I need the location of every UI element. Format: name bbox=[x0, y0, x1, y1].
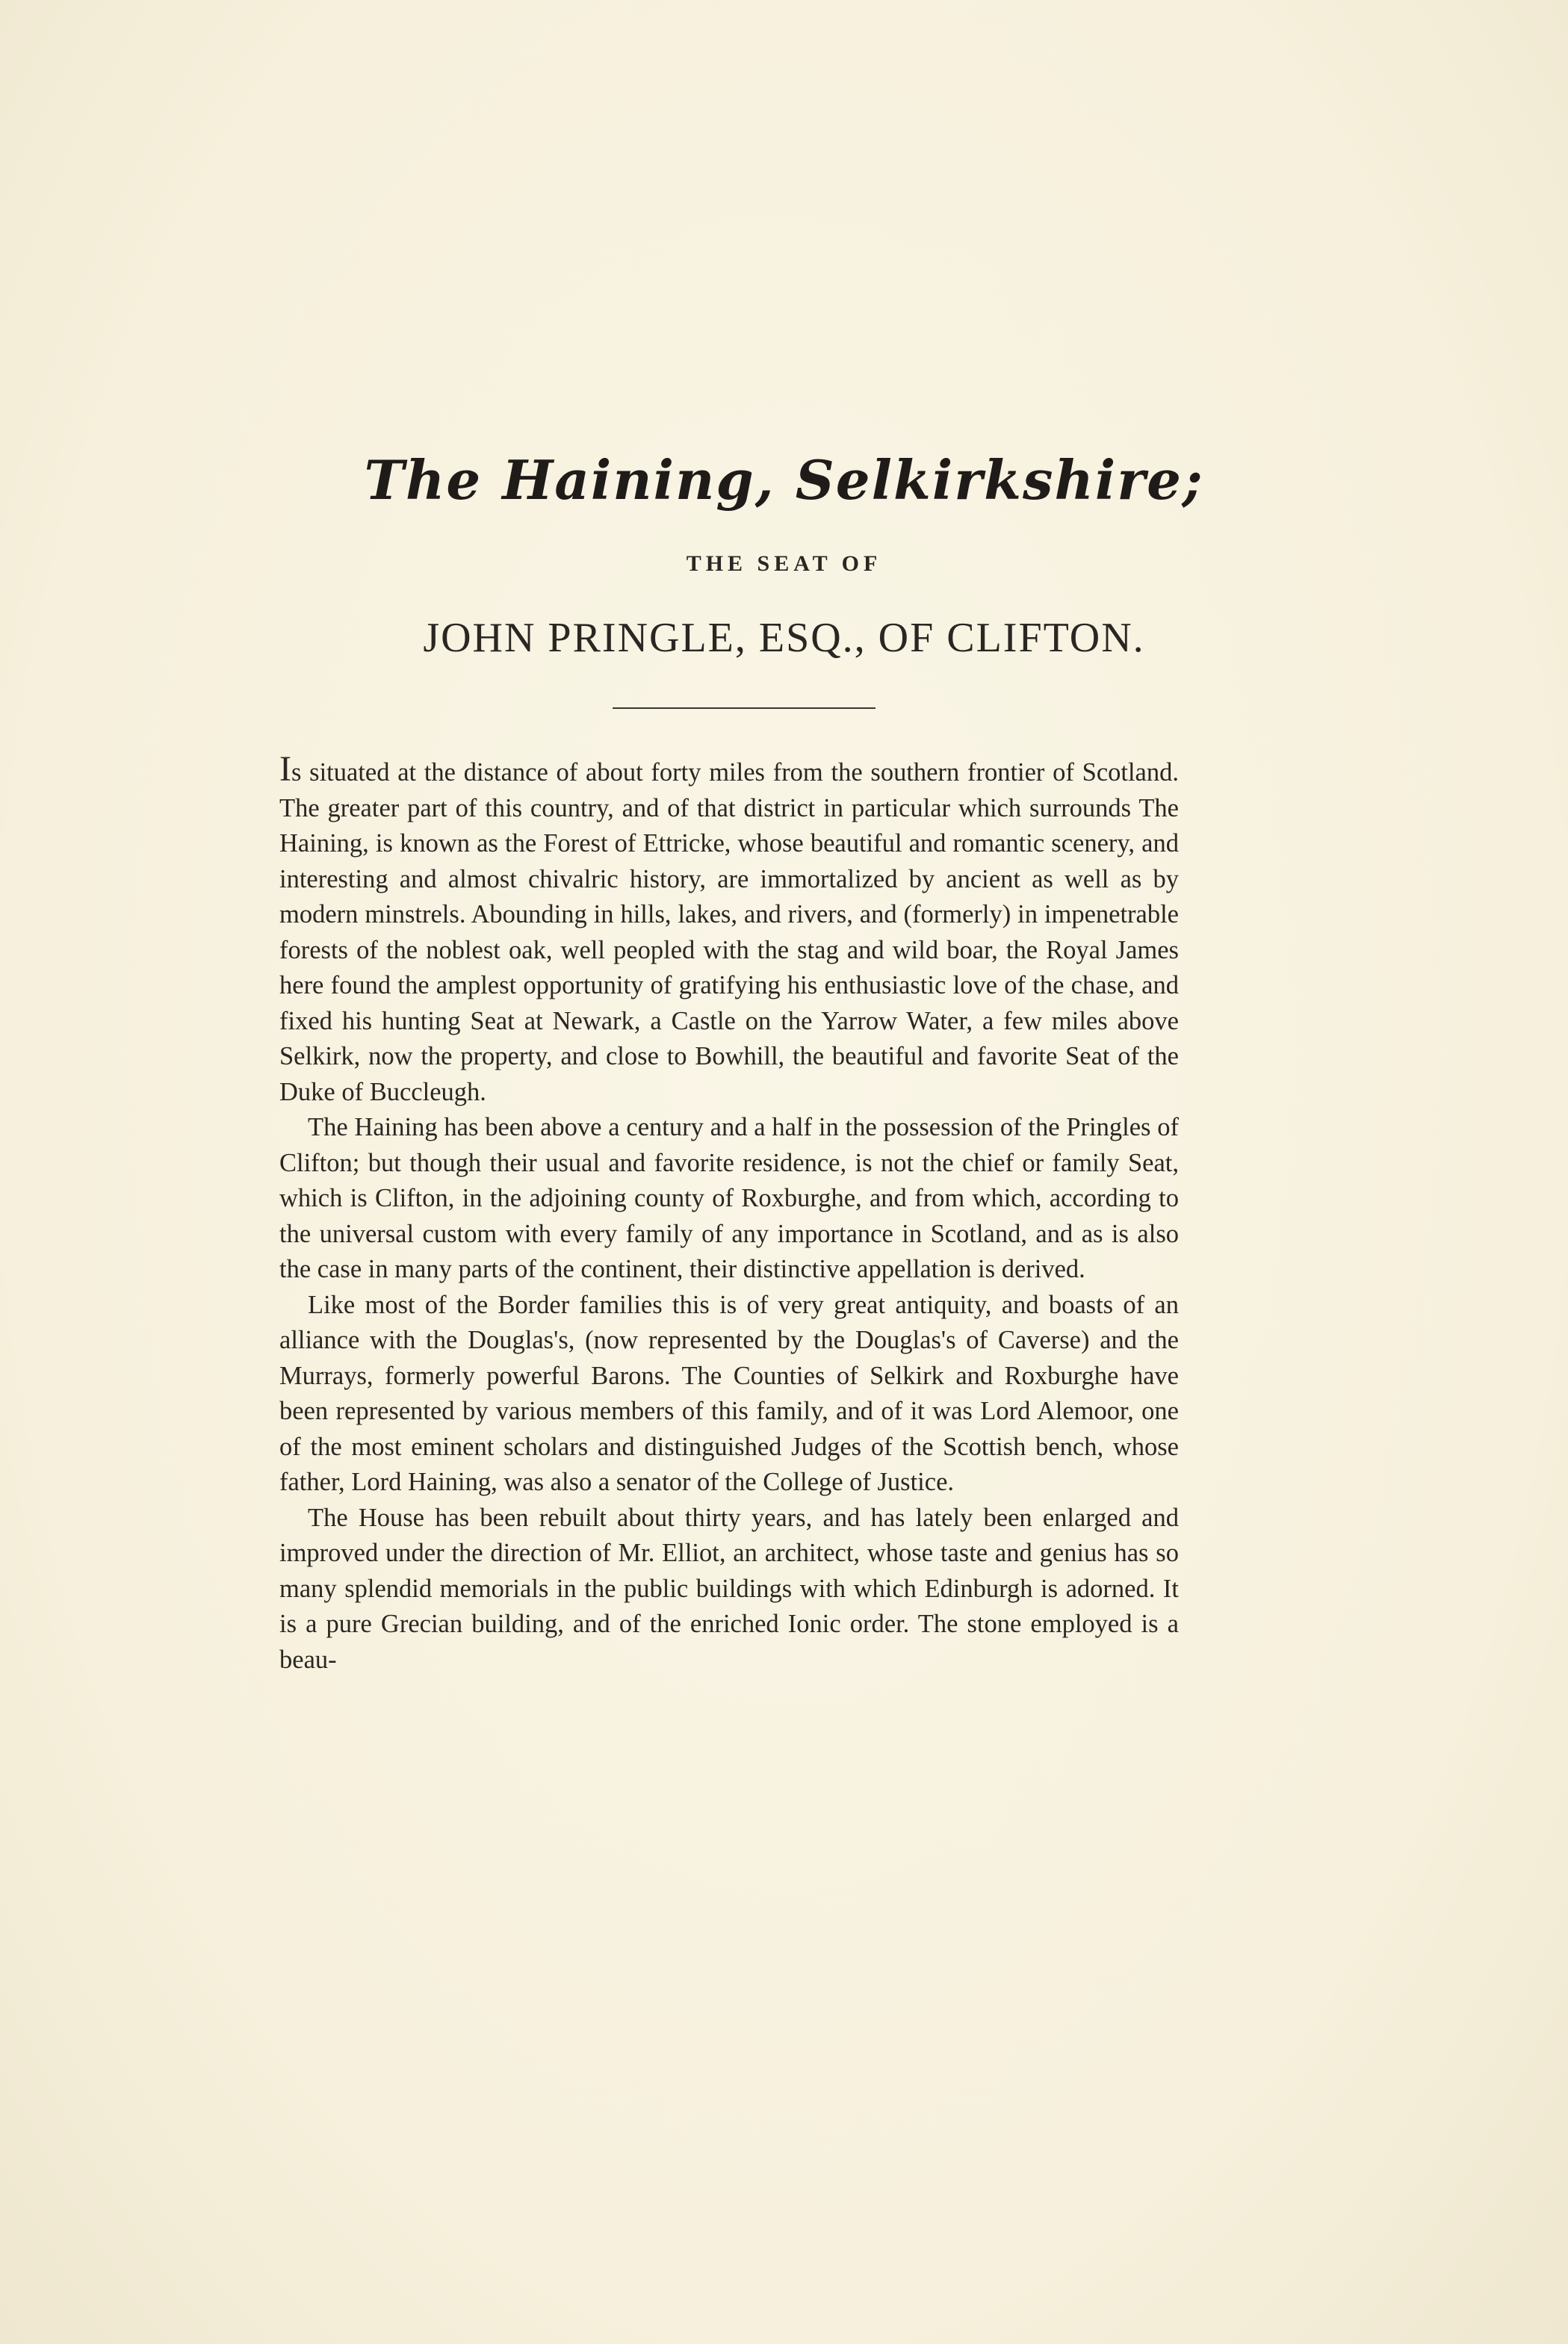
paragraph-1-text: s situated at the distance of about forty miles from the southern frontier of Scotland. The greater part of this country, and of that district in particular which surrounds The Haining, is known as the Forest of Ettricke, whose beautiful and romantic scenery, and interesting and almost chivalric history, are immortalized by ancient as well as by modern minstrels. Abounding in hills, lakes, and rivers, and (formerly) in impenetrable forests of the noblest oak, well peopled with the stag and wild boar, the Royal James here found the amplest opportunity of gratifying his enthusiastic love of the chase, and fixed his hunting Seat at Newark, a Castle on the Yarrow Water, a few miles above Selkirk, now the property, and close to Bowhill, the beautiful and favorite Seat of the Duke of Buccleugh. bbox=[279, 758, 1179, 1106]
page-title: The Haining, Selkirkshire; bbox=[364, 448, 1204, 512]
paragraph-2: The Haining has been above a century and a half in the possession of the Pringles of Clifton; but though their usual and favorite residence, is not the chief or family Seat, which is Clifton, in the adjoining county of Roxburghe, and from which, according to the universal custom with every family of any importance in Scotland, and as is also the case in many parts of the continent, their distinctive appellation is derived. bbox=[279, 1113, 1179, 1283]
page-subtitle: THE SEAT OF bbox=[686, 551, 882, 576]
paragraph-1 bbox=[279, 749, 1179, 1110]
paragraph-4: The House has been rebuilt about thirty years, and has lately been enlarged and improved under the direction of Mr. Elliot, an architect, whose taste and genius has so many splendid memorials in the public buildings with which Edinburgh is adorned. It is a pure Grecian building, and of the enriched Ionic order. The stone employed is a beau- bbox=[279, 1503, 1179, 1674]
body-text bbox=[279, 749, 1179, 1678]
initial-letter: I bbox=[279, 749, 291, 789]
paragraph-3: Like most of the Border families this is of very great antiquity, and boasts of an alliance with the Douglas's, (now represented by the Douglas's of Caverse) and the Murrays, formerly powerful Barons. The Counties of Selkirk and Roxburghe have been represented by various members of this family, and of it was Lord Alemoor, one of the most eminent scholars and distinguished Judges of the Scottish bench, whose father, Lord Haining, was also a senator of the College of Justice. bbox=[279, 1290, 1179, 1496]
owner-heading: JOHN PRINGLE, ESQ., OF CLIFTON. bbox=[423, 615, 1145, 661]
divider-rule bbox=[613, 707, 876, 709]
